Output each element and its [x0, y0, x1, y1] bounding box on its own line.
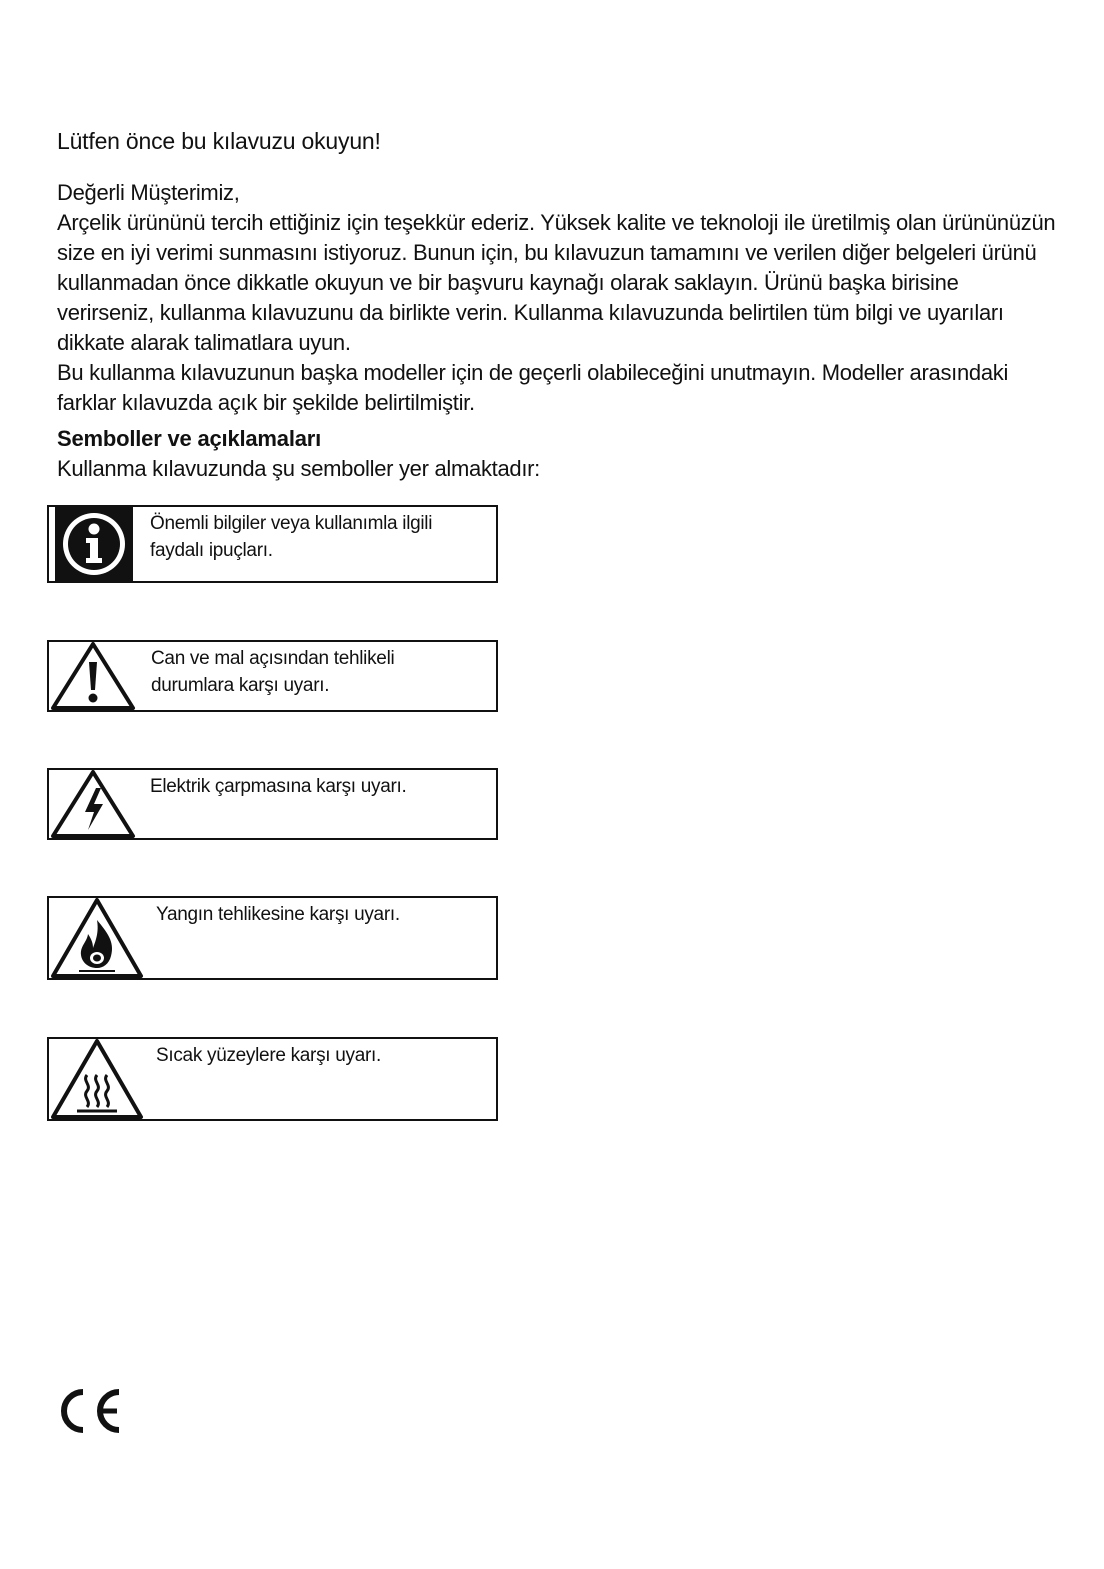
- electric-shock-icon: [49, 770, 137, 838]
- symbol-box-electric: [47, 768, 498, 840]
- hot-surface-icon: [49, 1039, 145, 1119]
- symbol-text-danger: Can ve mal açısından tehlikeli durumlara karşı uyarı.: [151, 648, 395, 696]
- intro-text: [57, 178, 1057, 418]
- symbol-box-danger: [47, 640, 498, 712]
- symbol-text-electric: Elektrik çarpmasına karşı uyarı.: [150, 776, 407, 797]
- intro-paragraph-2: Bu kullanma kılavuzunun başka modeller için de geçerli olabileceğini unutmayın. Modeller arasındaki farklar kılavuzda açık bir şekilde belirtilmiştir.: [57, 360, 1009, 415]
- fire-hazard-icon: [49, 898, 145, 978]
- symbol-text-hot-surface: Sıcak yüzeylere karşı uyarı.: [156, 1045, 381, 1066]
- symbol-text-fire: Yangın tehlikesine karşı uyarı.: [156, 904, 400, 925]
- symbol-text-info: Önemli bilgiler veya kullanımla ilgili faydalı ipuçları.: [150, 513, 433, 561]
- symbol-box-info: [47, 505, 498, 583]
- section-subtitle: Kullanma kılavuzunda şu semboller yer almaktadır:: [57, 456, 540, 481]
- section-heading: Semboller ve açıklamaları: [57, 426, 322, 451]
- symbol-box-hot-surface: [47, 1037, 498, 1121]
- ce-mark-logo: [55, 1386, 123, 1436]
- greeting: Değerli Müşterimiz,: [57, 180, 240, 205]
- info-icon: [49, 507, 133, 581]
- page-title: Lütfen önce bu kılavuzu okuyun!: [57, 128, 381, 154]
- symbol-box-fire: [47, 896, 498, 980]
- intro-paragraph-1: Arçelik ürününü tercih ettiğiniz için teşekkür ederiz. Yüksek kalite ve teknoloji ile üretilmiş olan ürününüzün size en iyi verimi sunmasını istiyoruz. Bunun için, bu kılavuzun tamamını ve verilen diğer belgeleri ürünü kullanmadan önce dikkatle okuyun ve bir başvuru kaynağı olarak saklayın. Ürünü başka birisine verirseniz, kullanma kılavuzunu da birlikte verin. Kullanma kılavuzunda belirtilen tüm bilgi ve uyarıları dikkate alarak talimatlara uyun.: [57, 210, 1056, 355]
- danger-warning-icon: [49, 642, 137, 710]
